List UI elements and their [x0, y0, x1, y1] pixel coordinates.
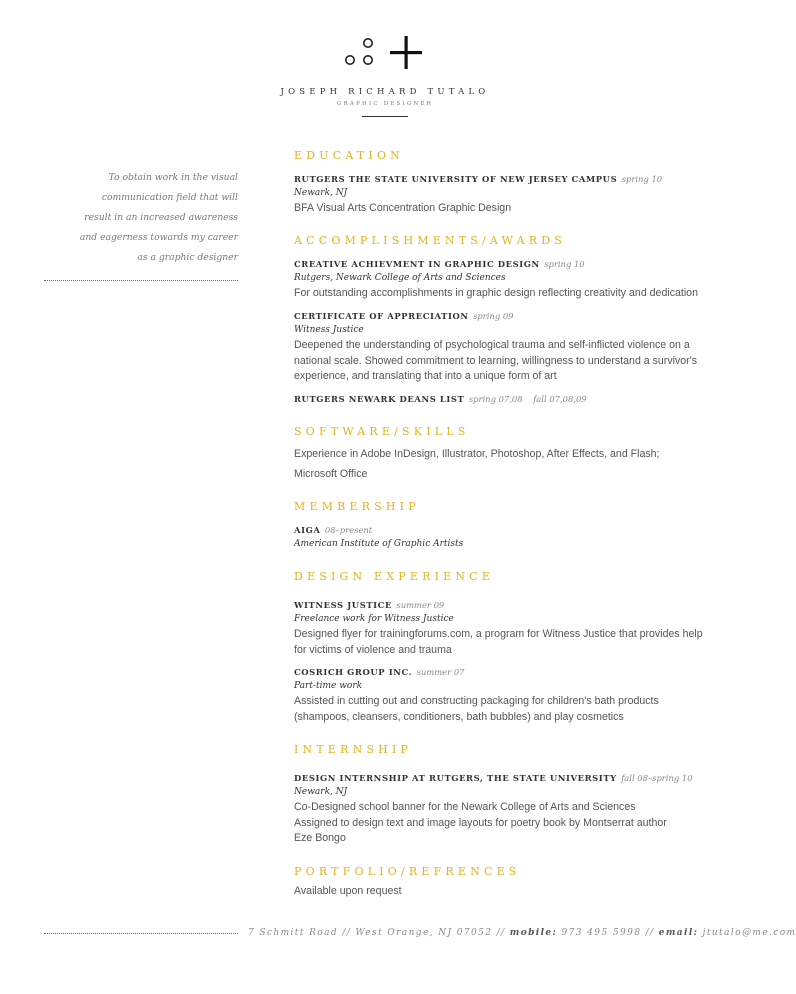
membership-entry: [294, 522, 714, 552]
entry-title: WITNESS JUSTICE: [294, 600, 392, 610]
email-label: email:: [658, 928, 699, 938]
objective-line: and eagerness towards my career: [79, 232, 238, 243]
description-line: Eze Bongo: [294, 832, 346, 844]
entry-description: [294, 800, 714, 847]
description-line: Assisted in cutting out and constructing packaging for children's bath products: [294, 695, 659, 707]
description-line: for victims of violence and trauma: [294, 643, 452, 656]
description-line: experience, and translating that into a unique form of art: [294, 370, 557, 382]
entry-description: [294, 627, 714, 658]
contact-footer: [248, 928, 796, 938]
entry-title: CREATIVE ACHIEVMENT IN GRAPHIC DESIGN: [294, 259, 540, 269]
entry-organization: American Institute of Graphic Artists: [294, 539, 464, 549]
entry-title: AIGA: [294, 525, 321, 535]
description-line: Co-Designed school banner for the Newark College of Arts and Sciences: [294, 801, 636, 813]
section-heading-experience: DESIGN EXPERIENCE: [294, 570, 495, 583]
skills-line: Experience in Adobe InDesign, Illustrator, Photoshop, After Effects, and Flash;: [294, 448, 660, 460]
experience-entry: [294, 597, 714, 658]
entry-description: BFA Visual Arts Concentration Graphic Design: [294, 202, 512, 214]
objective-line: communication field that will: [101, 192, 238, 203]
entry-date: summer 09: [396, 600, 445, 610]
applicant-role: GRAPHIC DESIGNER: [336, 101, 434, 107]
entry-date: spring 10: [544, 259, 585, 269]
entry-title: RUTGERS THE STATE UNIVERSITY OF NEW JERSEY CAMPUS: [294, 174, 618, 184]
section-heading-portfolio: PORTFOLIO/REFRENCES: [294, 865, 521, 878]
accomplishment-entry: [294, 391, 714, 406]
entry-date: fall 08–spring 10: [621, 773, 693, 783]
entry-description: [294, 694, 714, 725]
section-heading-education: EDUCATION: [294, 149, 405, 162]
objective-line: result in an increased awareness: [84, 212, 238, 223]
description-line: Deepened the understanding of psychological trauma and self-inflicted violence on a: [294, 339, 690, 351]
portfolio-availability: Available upon request: [294, 885, 402, 897]
contact-mobile: 973 495 5998 //: [561, 928, 655, 938]
objective-line: To obtain work in the visual: [108, 172, 238, 183]
entry-date: summer 07: [416, 667, 465, 677]
section-heading-accomplishments: ACCOMPLISHMENTS/AWARDS: [294, 234, 566, 247]
description-line: Designed flyer for trainingforums.com, a program for Witness Justice that provides help: [294, 628, 703, 640]
entry-title: RUTGERS NEWARK DEANS LIST: [294, 394, 465, 404]
contact-address: 7 Schmitt Road // West Orange, NJ 07052 //: [248, 928, 506, 938]
section-heading-membership: MEMBERSHIP: [294, 500, 420, 513]
internship-entry: [294, 770, 714, 847]
accomplishment-entry: [294, 256, 714, 301]
entry-location: Newark, NJ: [294, 188, 348, 198]
education-entry: [294, 171, 714, 216]
description-line: national scale. Showed commitment to learning, willingness to understand a survivor's: [294, 354, 698, 367]
description-line: Assigned to design text and image layouts for poetry book by Montserrat author: [294, 816, 667, 829]
entry-role: Freelance work for Witness Justice: [294, 614, 454, 624]
mobile-label: mobile:: [509, 928, 558, 938]
section-heading-internship: INTERNSHIP: [294, 743, 413, 756]
entry-organization: Witness Justice: [294, 325, 364, 335]
experience-entry: [294, 664, 714, 725]
entry-date: 08–present: [324, 525, 373, 535]
applicant-name: JOSEPH RICHARD TUTALO: [280, 87, 490, 97]
logo-mark: [340, 36, 430, 72]
header-rule: [362, 116, 408, 117]
skills-list: [294, 444, 714, 484]
footer-divider: [44, 933, 238, 934]
objective-divider: [44, 280, 238, 281]
entry-title: CERTIFICATE OF APPRECIATION: [294, 311, 469, 321]
entry-location: Newark, NJ: [294, 787, 348, 797]
description-line: (shampoos, cleansers, conditioners, bath bubbles) and play cosmetics: [294, 710, 624, 723]
entry-title: COSRICH GROUP INC.: [294, 667, 413, 677]
entry-title: DESIGN INTERNSHIP AT RUTGERS, THE STATE UNIVERSITY: [294, 773, 617, 783]
entry-date: spring 07,08 fall 07,08,09: [468, 394, 587, 404]
entry-date: spring 09: [473, 311, 514, 321]
skills-line: Microsoft Office: [294, 468, 368, 480]
objective-line: as a graphic designer: [137, 252, 238, 263]
entry-role: Part-time work: [294, 681, 363, 691]
entry-organization: Rutgers, Newark College of Arts and Sciences: [294, 273, 506, 283]
entry-date: spring 10: [621, 174, 663, 184]
entry-description: For outstanding accomplishments in graphic design reflecting creativity and dedication: [294, 287, 698, 299]
objective-statement: [60, 168, 238, 268]
contact-email: jtutalo@me.com: [702, 928, 796, 938]
entry-description: [294, 338, 714, 385]
section-heading-skills: SOFTWARE/SKILLS: [294, 425, 470, 438]
accomplishment-entry: [294, 308, 714, 385]
